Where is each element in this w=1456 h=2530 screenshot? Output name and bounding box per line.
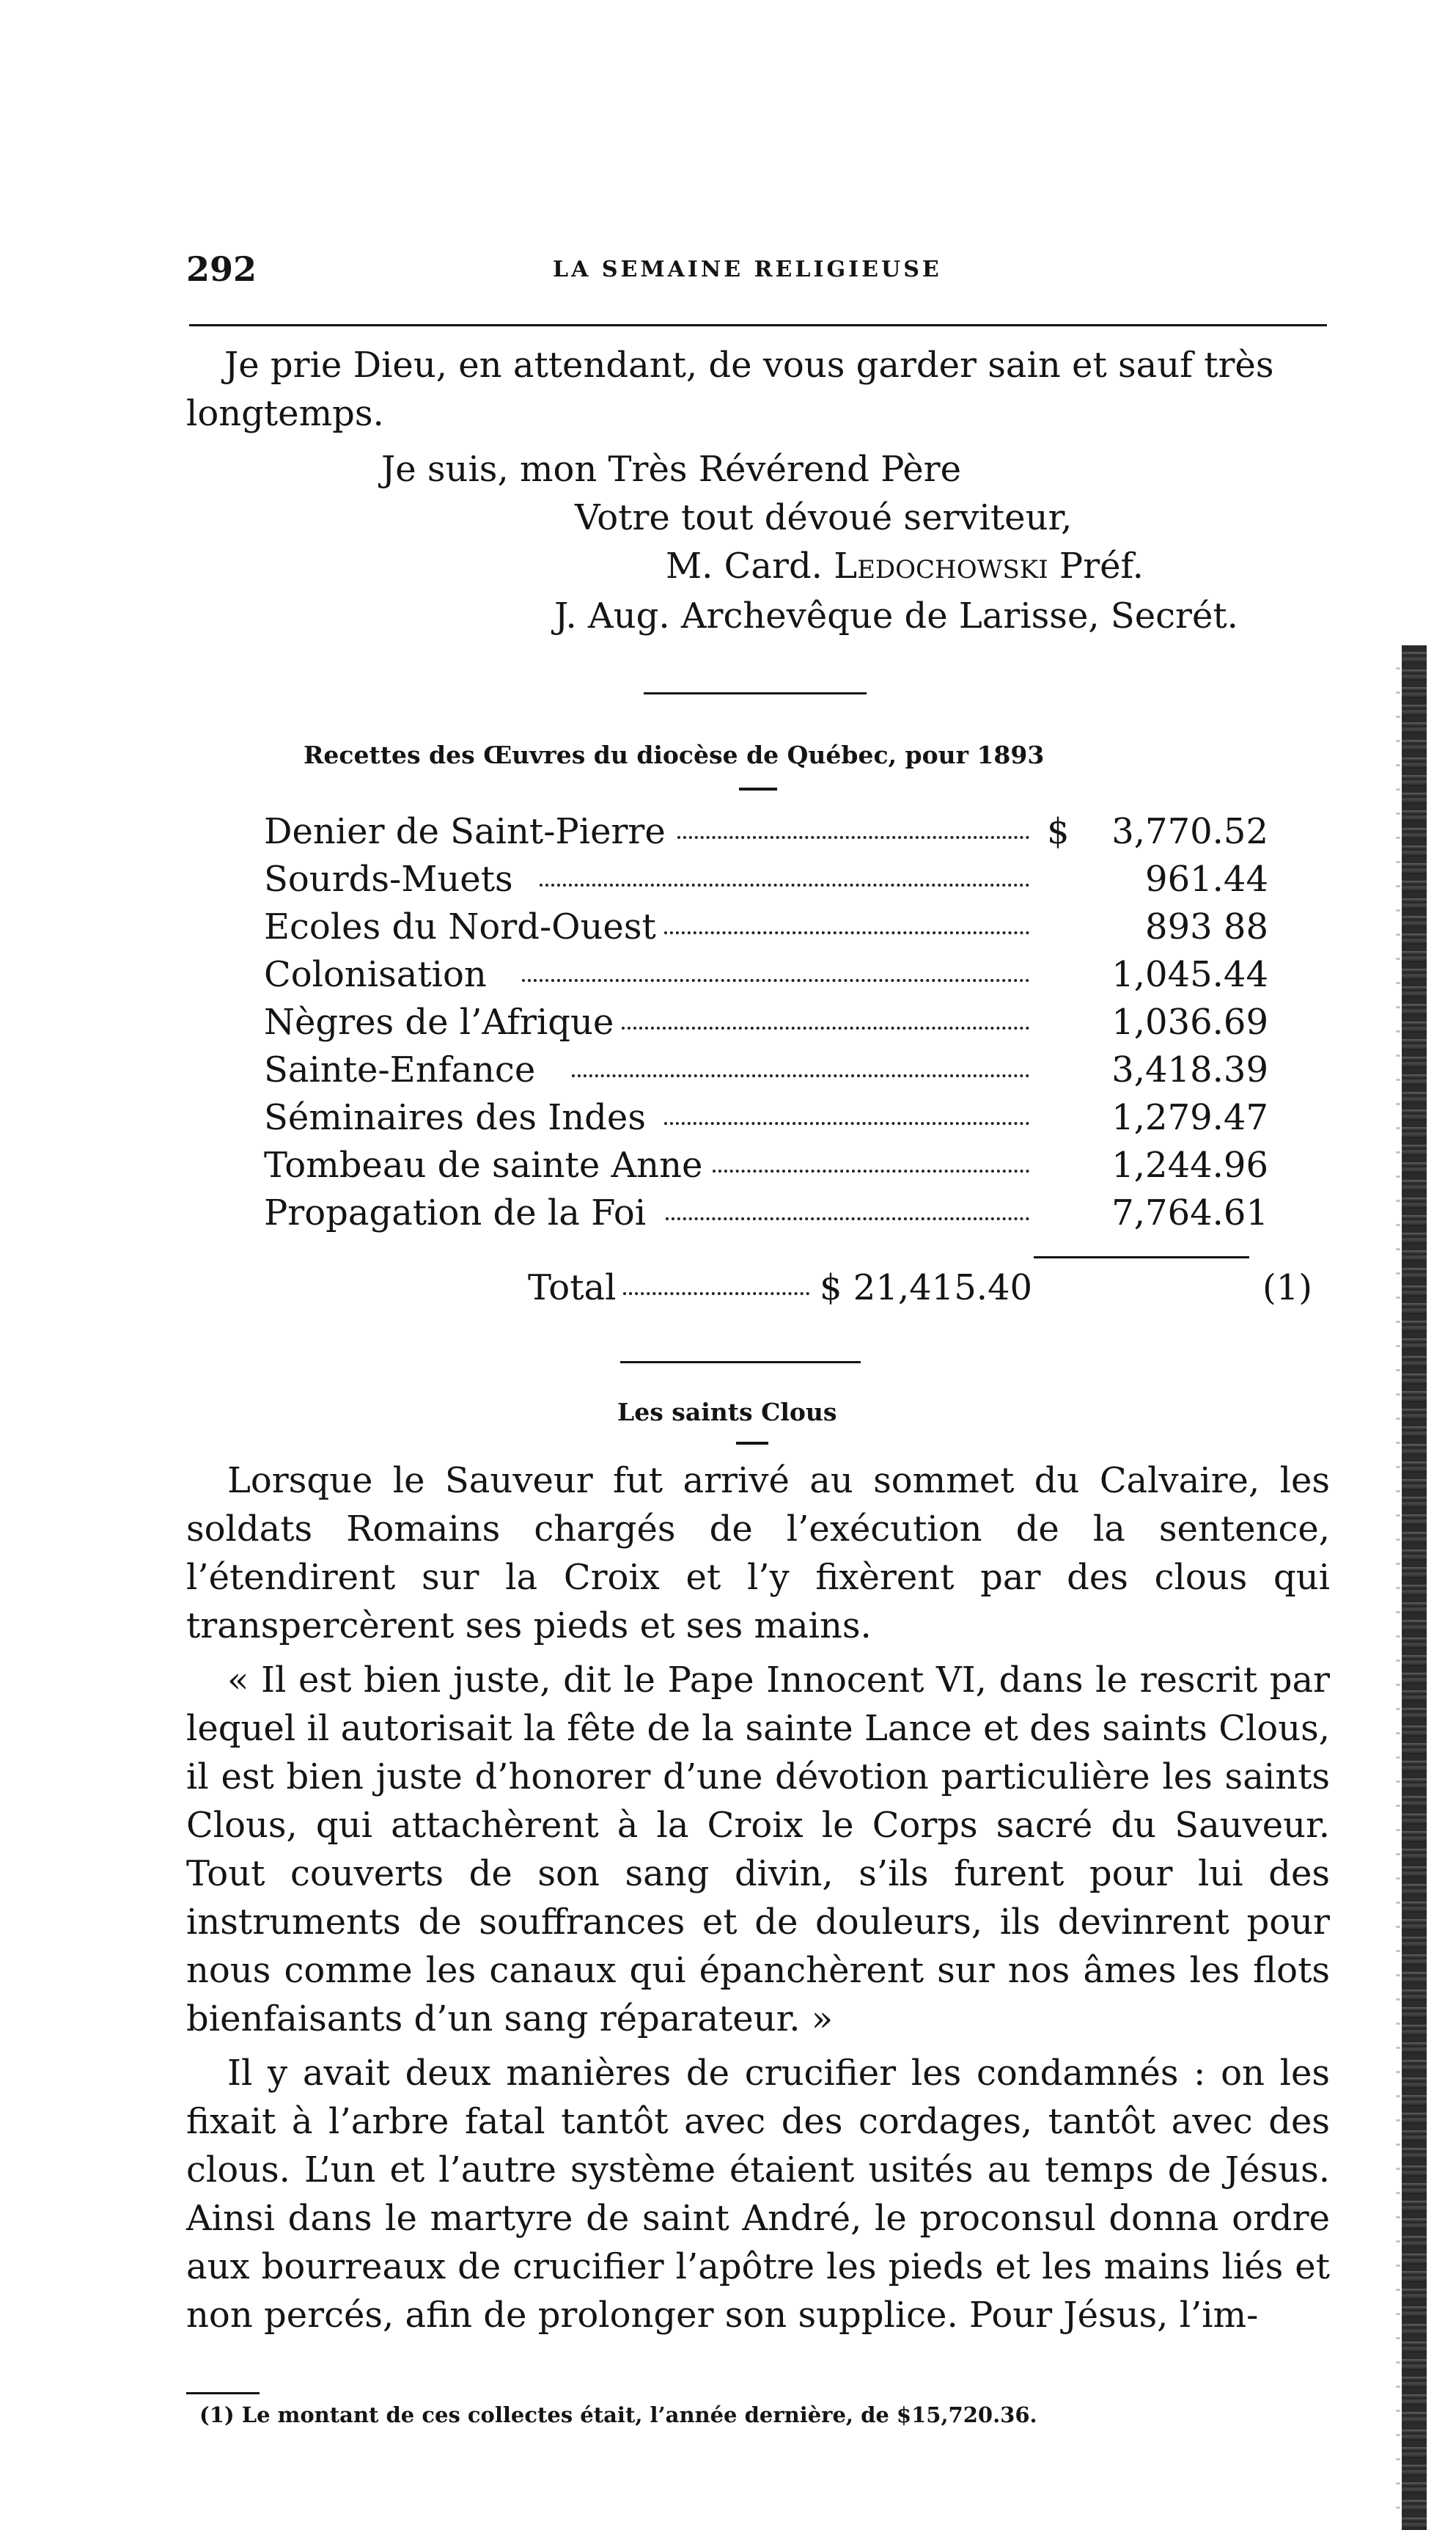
signature-prefix: M. Card.	[666, 546, 834, 587]
table-row	[264, 1097, 1268, 1145]
footnote-ref: (1)	[1262, 1267, 1312, 1308]
row-amount: 893 88	[1145, 906, 1268, 947]
recettes-title: Recettes des Œuvres du diocèse de Québec, pour 1893	[304, 741, 1045, 769]
title-dash	[736, 1442, 768, 1445]
row-label: Nègres de l’Afrique	[264, 1002, 614, 1043]
signature-cardinal	[666, 546, 1144, 587]
footnote: (1) Le montant de ces collectes était, l’année dernière, de $15,720.36.	[199, 2402, 1037, 2427]
table-row	[264, 859, 1268, 906]
row-label: Colonisation	[264, 954, 487, 995]
paragraph: Il y avait deux manières de crucifier les condamnés : on les fixait à l’arbre fatal tantôt avec des cordages, tantôt avec des clous. L’un et l’autre système étaient usités au temps de Jésus. Ainsi dans le martyre de saint André, le proconsul donna ordre aux bourreaux de crucifier l’apôtre les pieds et les mains liés et non percés, afin de prolonger son supplice. Pour Jésus, l’im-	[186, 2053, 1330, 2336]
page-number: 292	[186, 249, 257, 289]
leader-dots	[572, 1074, 1029, 1077]
leader-dots	[666, 1217, 1029, 1220]
row-label: Ecoles du Nord-Ouest	[264, 906, 656, 947]
signature-suffix: Préf.	[1048, 546, 1144, 587]
table-row	[264, 906, 1268, 954]
row-amount: 3,770.52	[1111, 811, 1268, 852]
table-row	[264, 954, 1268, 1002]
recettes-table	[264, 811, 1268, 1240]
section-divider	[620, 1361, 861, 1363]
running-header	[186, 249, 1302, 293]
total-rule	[1034, 1256, 1249, 1258]
signature-archbishop: J. Aug. Archevêque de Larisse, Secrét.	[554, 595, 1238, 637]
row-amount: 961.44	[1145, 859, 1268, 900]
leader-dots	[622, 1027, 1029, 1030]
row-label: Denier de Saint-Pierre	[264, 811, 666, 852]
row-label: Tombeau de sainte Anne	[264, 1145, 703, 1186]
header-rule	[189, 324, 1327, 326]
leader-dots	[522, 979, 1029, 982]
table-row	[264, 1002, 1268, 1049]
signature-name: Ledochowski	[834, 546, 1048, 587]
leader-dots	[664, 1122, 1029, 1125]
title-dash	[739, 788, 777, 791]
table-row	[264, 1145, 1268, 1192]
row-label: Sourds-Muets	[264, 859, 513, 900]
row-amount: 1,279.47	[1111, 1097, 1268, 1138]
row-amount: 7,764.61	[1111, 1192, 1268, 1233]
row-label: Séminaires des Indes	[264, 1097, 646, 1138]
total-amount: $ 21,415.40	[820, 1267, 1033, 1308]
row-label: Sainte-Enfance	[264, 1049, 536, 1090]
total-label: Total	[528, 1267, 617, 1308]
table-row	[264, 1049, 1268, 1097]
row-amount: 1,036.69	[1111, 1002, 1268, 1043]
running-title: LA SEMAINE RELIGIEUSE	[553, 257, 942, 282]
row-amount: 1,045.44	[1111, 954, 1268, 995]
leader-dots	[664, 931, 1029, 934]
article-body	[186, 1456, 1330, 2339]
page-edge-shadow	[1402, 645, 1427, 2530]
section-divider	[644, 692, 867, 694]
letter-line-1: Je prie Dieu, en attendant, de vous garder sain et sauf très	[224, 345, 1274, 386]
leader-dots	[623, 1292, 809, 1295]
leader-dots	[540, 884, 1029, 887]
total-row	[528, 1267, 1320, 1316]
row-label: Propagation de la Foi	[264, 1192, 647, 1233]
letter-line-2: longtemps.	[186, 393, 384, 434]
footnote-rule	[186, 2392, 260, 2394]
table-row	[264, 1192, 1268, 1240]
paragraph: « Il est bien juste, dit le Pape Innocent VI, dans le rescrit par lequel il autorisait la fête de la sainte Lance et des saints Clous, il est bien juste d’honorer d’une dévotion particulière les saints Clous, qui attachèrent à la Croix le Corps sacré du Sauveur. Tout couverts de son sang divin, s’ils furent pour lui des instruments de souffrances et de douleurs, ils devinrent pour nous comme les canaux qui épanchèrent sur nos âmes les flots bienfaisants d’un sang réparateur. »	[186, 1660, 1330, 2039]
letter-closing: Votre tout dévoué serviteur,	[575, 497, 1073, 538]
table-row	[264, 811, 1268, 859]
row-amount: 1,244.96	[1111, 1145, 1268, 1186]
paragraph: Lorsque le Sauveur fut arrivé au sommet du Calvaire, les soldats Romains chargés de l’exécution de la sentence, l’étendirent sur la Croix et l’y fixèrent par des clous qui transpercèrent ses pieds et ses mains.	[186, 1460, 1330, 1646]
letter-salutation: Je suis, mon Très Révérend Père	[381, 449, 962, 490]
row-amount: 3,418.39	[1111, 1049, 1268, 1090]
leader-dots	[713, 1170, 1029, 1173]
section-title: Les saints Clous	[617, 1398, 837, 1426]
row-currency: $	[1047, 811, 1070, 852]
leader-dots	[677, 836, 1029, 839]
